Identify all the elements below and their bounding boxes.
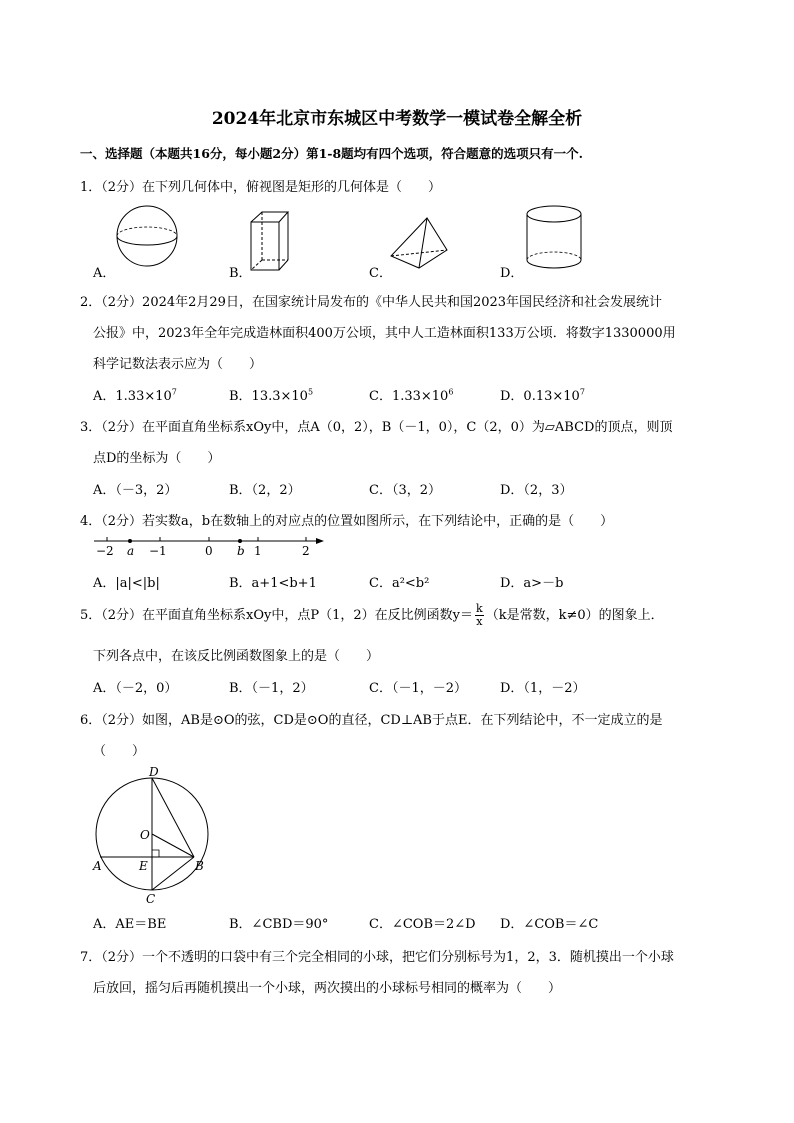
point-label-a: A <box>93 859 102 873</box>
question-2-line-1: 2．（2分）2024年2月29日，在国家统计局发布的《中华人民共和国2023年国民经济和社会发展统计 <box>80 295 663 310</box>
circle-geometry-figure <box>90 764 214 906</box>
question-6-line-2: （ ） <box>93 744 146 759</box>
axis-label: 0 <box>205 544 213 558</box>
question-6-line-1: 6．（2分）如图，AB是⊙O的弦，CD是⊙O的直径，CD⊥AB于点E．在下列结论中，不一定成立的是 <box>80 713 663 728</box>
question-2-line-3: 科学记数法表示应为（ ） <box>93 357 263 372</box>
question-5-line-1: 5．（2分）在平面直角坐标系xOy中，点P（1，2）在反比例函数y＝ $\frac{k}{x}$ （k是常数，k≠0）的图象上． <box>80 602 664 628</box>
question-4-stem: 4．（2分）若实数a，b在数轴上的对应点的位置如图所示，在下列结论中，正确的是（ ） <box>80 514 614 529</box>
question-2-line-2: 公报》中，2023年全年完成造林面积400万公顷，其中人工造林面积133万公顷．将数字1330000用 <box>93 326 676 341</box>
question-3-line-2: 点D的坐标为（ ） <box>93 451 221 466</box>
point-label-b: B <box>195 859 204 873</box>
rectangular-prism-icon <box>246 210 292 272</box>
question-7-line-1: 7．（2分）一个不透明的口袋中有三个完全相同的小球，把它们分别标号为1，2，3．随机摸出一个小球 <box>80 950 674 965</box>
q4-option-b: B．a+1<b+1 <box>229 576 317 591</box>
q6-option-b: B．∠CBD＝90° <box>229 917 329 932</box>
pyramid-icon <box>389 216 451 270</box>
number-line <box>92 534 332 560</box>
axis-label: −1 <box>149 544 167 558</box>
q5-option-a: A．（－2，0） <box>93 681 178 696</box>
question-3-line-1: 3．（2分）在平面直角坐标系xOy中，点A（0，2），B（－1，0），C（2，0）为▱ABCD的顶点，则顶 <box>80 420 673 435</box>
q3-option-a: A．（－3，2） <box>93 483 178 498</box>
cylinder-icon <box>524 203 584 273</box>
q4-option-a: A．|a|<|b| <box>93 576 160 591</box>
q3-option-d: D．（2，3） <box>500 483 573 498</box>
q2-option-d: D．$0.13\times 10^7$ <box>500 387 585 404</box>
q5-option-b: B．（－1，2） <box>229 681 314 696</box>
fraction: $\frac{k}{x}$ <box>476 602 483 628</box>
q2-option-b: B．$13.3\times 10^5$ <box>229 387 314 404</box>
q6-option-d: D．∠COB＝∠C <box>500 917 599 932</box>
question-7-line-2: 后放回，摇匀后再随机摸出一个小球，两次摸出的小球标号相同的概率为（ ） <box>93 981 562 996</box>
q4-option-d: D．a>－b <box>500 576 564 591</box>
point-label-c: C <box>146 892 156 906</box>
q3-option-b: B．（2，2） <box>229 483 301 498</box>
point-label-o: O <box>140 828 150 842</box>
question-5-line-2: 下列各点中，在该反比例函数图象上的是（ ） <box>93 649 380 664</box>
axis-label: 1 <box>254 544 262 558</box>
q1-option-c: C． <box>369 266 392 281</box>
axis-label: a <box>127 544 135 558</box>
q3-option-c: C．（3，2） <box>369 483 441 498</box>
q4-option-c: C．a²<b² <box>369 576 430 591</box>
page-title: 2024年北京市东城区中考数学一模试卷全解全析 <box>211 109 583 129</box>
q5-option-c: C．（－1，－2） <box>369 681 467 696</box>
q2-option-a: A．$1.33\times 10^7$ <box>93 387 177 404</box>
axis-label: b <box>237 544 245 558</box>
axis-label: 2 <box>302 544 310 558</box>
q2-option-c: C．$1.33\times 10^6$ <box>369 387 454 404</box>
q6-option-a: A．AE＝BE <box>93 917 167 932</box>
q5-option-d: D．（1，－2） <box>500 681 586 696</box>
q1-option-b: B． <box>229 266 252 281</box>
q6-option-c: C．∠COB＝2∠D <box>369 917 476 932</box>
section-heading: 一、选择题（本题共16分，每小题2分）第1-8题均有四个选项，符合题意的选项只有一个. <box>80 146 584 161</box>
point-label-d: D <box>149 765 159 779</box>
sphere-icon <box>115 202 181 272</box>
q1-option-a: A． <box>93 266 116 281</box>
question-1-stem: 1．（2分）在下列几何体中，俯视图是矩形的几何体是（ ） <box>80 180 442 195</box>
q1-option-d: D． <box>500 266 524 281</box>
axis-label: −2 <box>96 544 114 558</box>
point-label-e: E <box>139 859 148 873</box>
